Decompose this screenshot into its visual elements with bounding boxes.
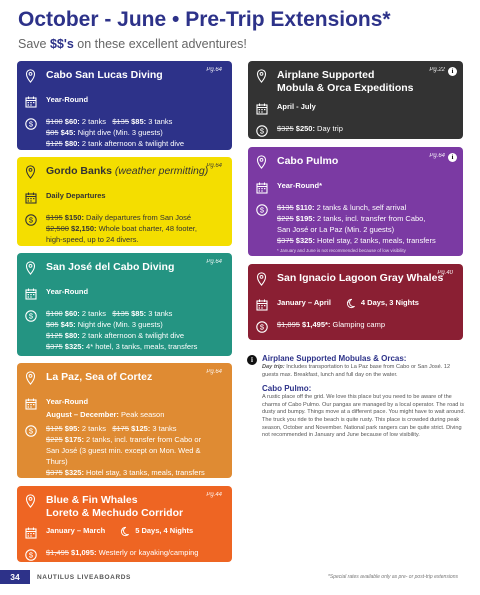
- season: April - July: [277, 102, 316, 111]
- dollar-icon: [256, 202, 270, 221]
- card-title: Airplane Supported Mobula & Orca Expeditions: [277, 69, 414, 94]
- location-pin-icon: [25, 494, 39, 513]
- price-line: $1,495 $1,095: Westerly or kayaking/camping: [46, 548, 199, 557]
- price-line: $85 $45: Night dive (Min. 3 guests): [46, 128, 163, 137]
- price-line: $100 $60: 2 tanks $135 $85: 3 tanks: [46, 117, 173, 126]
- price-line: $375 $325: 4* hotel, 3 tanks, meals, transfers: [46, 342, 198, 351]
- dollar-icon: [25, 423, 39, 442]
- card-title: Gordo Banks (weather permitting): [46, 165, 209, 177]
- price-line: $195 $150: Daily departures from San José: [46, 213, 192, 222]
- season: Year-Round: [46, 287, 89, 296]
- subtitle-prefix: Save: [18, 37, 50, 51]
- page-number: 34: [0, 570, 30, 584]
- subtitle-bold: $$'s: [49, 37, 74, 51]
- location-pin-icon: [25, 261, 39, 280]
- location-pin-icon: [25, 69, 39, 88]
- page-ref: Pg.22: [429, 67, 445, 73]
- page-ref: Pg.64: [206, 67, 222, 73]
- duration: 5 Days, 4 Nights: [119, 525, 193, 537]
- dollar-icon: [25, 116, 39, 135]
- subtitle-suffix: on these excellent adventures!: [73, 37, 247, 51]
- calendar-icon: [25, 525, 39, 544]
- calendar-icon: [25, 94, 39, 113]
- peak-season: August – December: Peak season: [46, 410, 165, 419]
- brand-name: NAUTILUS LIVEABOARDS: [37, 573, 131, 581]
- footnote: *Special rates available only as pre- or post-trip extensions: [327, 574, 458, 580]
- page-ref: Pg.64: [429, 153, 445, 159]
- season: Daily Departures: [46, 191, 106, 200]
- page-ref: Pg.44: [206, 492, 222, 498]
- card-cabo-san-lucas: [17, 61, 232, 150]
- page-title: October - June • Pre-Trip Extensions*: [18, 8, 391, 31]
- price-line-cont: San José or La Paz (Min. 2 guests): [277, 225, 395, 234]
- card-title: San Ignacio Lagoon Gray Whales: [277, 272, 444, 284]
- season: January – March: [46, 526, 106, 535]
- price-line-cont: high-speed, up to 24 divers.: [46, 235, 139, 244]
- info-icon: i: [448, 153, 457, 162]
- card-airplane-supported: [248, 61, 463, 139]
- page-ref: Pg.64: [206, 163, 222, 169]
- price-line: $125 $80: 2 tank afternoon & twilight dive: [46, 331, 185, 340]
- price-line: $325 $250: Day trip: [277, 124, 343, 133]
- info-text: A rustic place off the grid. We love this place but you need to be aware of the charms of Cabo Pulmo. Our pangas are managed by a local operator. The road is dusty and bumpy. Things move at a different pace. You might have to wait around. The truck you ride to the beach is quite rusty. This place is crowded during peak season, October and November. National park rangers can be quite strict. Diving not recommended in January and June because of low visibility.: [262, 394, 466, 439]
- card-title: Cabo Pulmo: [277, 155, 339, 167]
- price-line: $125 $80: 2 tank afternoon & twilight dive: [46, 139, 185, 148]
- location-pin-icon: [256, 69, 270, 88]
- price-line: $375 $325: Hotel stay, 3 tanks, meals, transfers: [46, 468, 205, 477]
- price-line: $375 $325: Hotel stay, 2 tanks, meals, transfers: [277, 236, 436, 245]
- dollar-icon: [256, 123, 270, 142]
- footer: [0, 568, 480, 586]
- card-gordo-banks: [17, 157, 232, 246]
- location-pin-icon: [25, 371, 39, 390]
- price-line: $1,895 $1,495*: Glamping camp: [277, 320, 386, 329]
- duration: 4 Days, 3 Nights: [345, 297, 419, 309]
- moon-icon: [119, 526, 130, 537]
- card-footnote: *Plus $590 private charter flight: [277, 340, 340, 345]
- price-line: $100 $60: 2 tanks $135 $85: 3 tanks: [46, 309, 173, 318]
- card-blue-fin-whales: [17, 486, 232, 562]
- card-cabo-pulmo: [248, 147, 463, 256]
- page-ref: Pg.64: [206, 369, 222, 375]
- card-title: Blue & Fin Whales Loreto & Mechudo Corridor: [46, 494, 184, 519]
- card-title: La Paz, Sea of Cortez: [46, 371, 153, 383]
- location-pin-icon: [256, 272, 270, 291]
- info-heading: Cabo Pulmo:: [262, 384, 312, 394]
- page-ref: Pg.40: [437, 270, 453, 276]
- calendar-icon: [25, 396, 39, 415]
- dollar-icon: [256, 319, 270, 338]
- calendar-icon: [256, 180, 270, 199]
- location-pin-icon: [25, 165, 39, 184]
- price-line: $2,500 $2,150: Whole boat charter, 48 footer,: [46, 224, 197, 233]
- season: Year-Round*: [277, 181, 323, 190]
- price-line: $125 $95: 2 tanks $175 $125: 3 tanks: [46, 424, 177, 433]
- price-line: $225 $175: 2 tanks, incl. transfer from Cabo or: [46, 435, 202, 444]
- location-pin-icon: [256, 155, 270, 174]
- dollar-icon: [25, 547, 39, 566]
- price-line: $225 $195: 2 tanks, incl. transfer from Cabo,: [277, 214, 426, 223]
- info-heading: Airplane Supported Mobulas & Orcas:: [262, 354, 407, 363]
- info-text: Day trip: Includes transportation to La Paz base from Cabo or San José. 12 guests max. Breakfast, lunch and full day on the water.: [262, 364, 451, 378]
- price-line: $85 $45: Night dive (Min. 3 guests): [46, 320, 163, 329]
- page-ref: Pg.64: [206, 259, 222, 265]
- season: Year-Round: [46, 95, 89, 104]
- info-icon: i: [247, 355, 257, 365]
- season: Year-Round: [46, 397, 89, 406]
- dollar-icon: [25, 212, 39, 231]
- card-footnote: * January and June is not recommended because of low visibility: [277, 248, 406, 253]
- card-la-paz: [17, 363, 232, 478]
- info-section: [247, 354, 467, 440]
- calendar-icon: [25, 190, 39, 209]
- card-title: Cabo San Lucas Diving: [46, 69, 163, 81]
- card-san-jose-del-cabo: [17, 253, 232, 356]
- calendar-icon: [256, 297, 270, 316]
- info-icon: i: [448, 67, 457, 76]
- season: January – April: [277, 298, 331, 307]
- calendar-icon: [25, 286, 39, 305]
- moon-icon: [345, 298, 356, 309]
- dollar-icon: [25, 308, 39, 327]
- card-title: San José del Cabo Diving: [46, 261, 175, 273]
- page-subtitle: [18, 37, 247, 51]
- card-san-ignacio: [248, 264, 463, 345]
- price-line-cont: San José (3 guest min. except on Mon. Wed & Thurs): [46, 446, 201, 466]
- calendar-icon: [256, 101, 270, 120]
- price-line: $135 $110: 2 tanks & lunch, self arrival: [277, 203, 407, 212]
